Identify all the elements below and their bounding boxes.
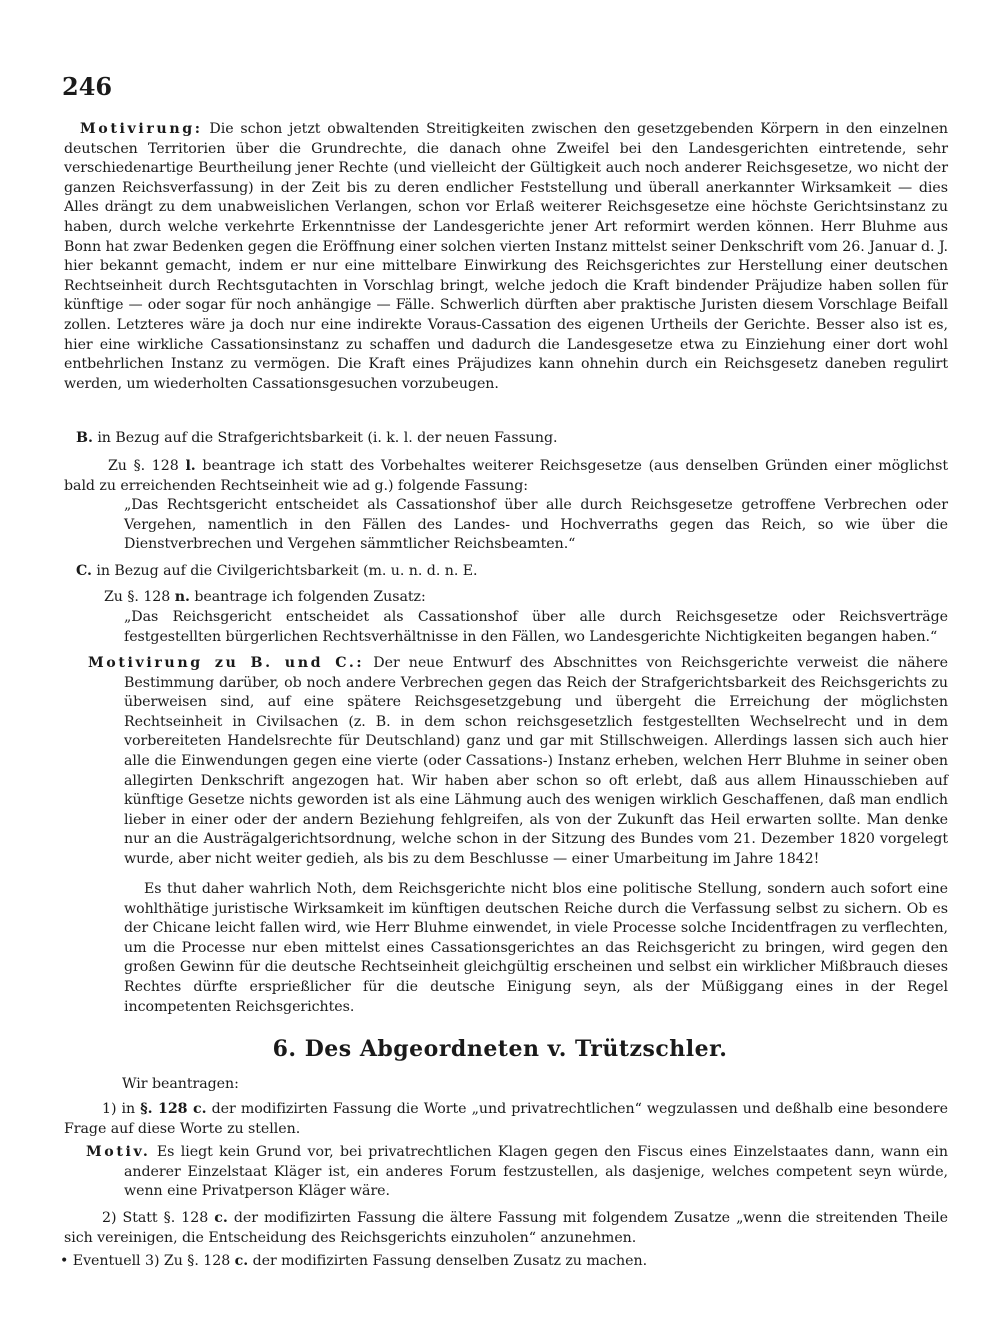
motivirung-b-c-lead: Motivirung zu B. und C.: [88,655,365,671]
item-2-letter: c. [214,1210,228,1226]
motiv-paragraph [86,1143,948,1202]
zu-128-n-quote: „Das Reichsgericht entscheidet als Cassationshof über alle durch Reichsgesetze oder Reichsverträge festgestellten bürgerlichen Rechtsverhältnisse in den Fällen, wo Landesgerichte Nichtigkeiten begangen haben.“ [124,609,948,645]
zu-128-l-paragraph [64,457,948,496]
page-number: 246 [62,72,113,101]
item-2-paragraph [64,1209,948,1248]
motivirung-lead: Motivirung: [80,121,203,137]
item-1-lead: 1) in [102,1101,136,1117]
motivirung-b-c-paragraph [88,654,948,870]
section-b-heading [76,429,948,449]
motiv-text: Es liegt kein Grund vor, bei privatrechtlichen Klagen gegen den Fiscus eines Einzelstaates dann, wann ein anderer Einzelstaat Kläger ist, ein anderes Forum festzustellen, als dasjenige, welches competent seyn würde, wenn eine Privatperson Kläger wäre. [124,1144,948,1200]
item-3-letter: c. [234,1253,249,1269]
zu-128-l-text: beantrage ich statt des Vorbehaltes weiterer Reichsgesetze (aus denselben Gründen einer möglichst bald zu erreichenden Rechtseinheit wie ad g.) folgende Fassung: [64,458,949,494]
zu-128-n-text: beantrage ich folgenden Zusatz: [194,589,426,605]
item-2-text: der modifizirten Fassung die ältere Fassung mit folgendem Zusatze „wenn die streitenden Theile sich vereinigen, die Entscheidung des Reichsgerichts einzuholen“ anzunehmen. [64,1210,949,1246]
section-c-text: in Bezug auf die Civilgerichtsbarkeit (m. u. n. d. n. E. [96,563,478,579]
zu-128-n-lead: Zu §. 128 [104,589,171,605]
section-b-label: B. [76,430,93,446]
section-6-heading: 6. Des Abgeordneten v. Trützschler. [272,1036,728,1062]
item-3-paragraph [60,1252,948,1272]
item-1-text: der modifizirten Fassung die Worte „und privatrechtlichen“ wegzulassen und deßhalb eine besondere Frage auf diese Worte zu stellen. [64,1101,949,1137]
item-1-paragraph [64,1100,948,1139]
zu-128-n-paragraph [104,588,948,608]
zu-128-n-letter: n. [174,589,190,605]
item-3-text: der modifizirten Fassung denselben Zusatz zu machen. [252,1253,648,1269]
motivirung-b-c-text: Der neue Entwurf des Abschnittes von Reichsgerichte verweist die nähere Bestimmung darüber, ob noch andere Verbrechen gegen das Reich der Strafgerichtsbarkeit des Reichsgerichts zu überweisen sind, auf eine spätere Reichsgesetzgebung und übergeht die Erreichung der möglichsten Rechtseinheit in Civilsachen (z. B. in dem schon reichsgesetzlich festgestellten Wechselrecht und in dem vorbereiteten Handelsrechte für Deutschland) ganz und gar mit Stillschweigen. Allerdings lassen sich auch hier alle die Einwendungen gegen eine vierte (oder Cassations-) Instanz erheben, welchen Herr Bluhme in seiner oben allegirten Denkschrift angezogen hat. Wir haben aber schon so oft erlebt, daß aus allem Hinausschieben auf künftige Gesetze nichts geworden ist als eine Lähmung auch des wenigen wirklich Geschaffenen, daß man endlich lieber in einer oder der andern Beziehung fehlgreifen, als von der Zukunft das Heil erwarten sollte. Man denke nur an die Austrägalgerichtsordnung, welche schon in der Sitzung des Bundes vom 21. Dezember 1820 vorgelegt wurde, aber nicht weiter gedieh, als bis zu dem Beschlusse — einer Umarbeitung im Jahre 1842! [124,655,948,867]
item-1-ref: §. 128 c. [140,1101,207,1117]
zu-128-l-quote: „Das Rechtsgericht entscheidet als Cassationshof über alle durch Reichsgesetze getroffene Verbrechen oder Vergehen, namentlich in den Fällen des Landes- und Hochverraths gegen das Reich, so wie über die Dienstverbrechen und Vergehen sämmtlicher Reichsbeamten.“ [124,497,948,553]
section-c-heading [76,562,948,582]
reichsgericht-paragraph: Es thut daher wahrlich Noth, dem Reichsgerichte nicht blos eine politische Stellung, sondern auch sofort eine wohlthätige juristische Wirksamkeit im künftigen deutschen Reiche durch die Verfassung selbst zu sichern. Ob es der Chicane leicht fallen wird, wie Herr Bluhme einwendet, in viele Processe solche Incidentfragen zu verflechten, um die Processe nur eben mittelst eines Cassationsgerichtes an das Reichsgericht zu bringen, wird gegen den großen Gewinn für die deutsche Rechtseinheit gleichgültig erscheinen und selbst ein wirklicher Mißbrauch dieses Rechtes dürfte ersprießlicher für die deutsche Einigung seyn, als der Müßiggang eines in der Regel incompetenten Reichsgerichtes. [124,881,948,1015]
zu-128-l-letter: l. [185,458,196,474]
item-3-lead: • Eventuell 3) Zu §. 128 [60,1253,231,1269]
zu-128-l-lead: Zu §. 128 [108,458,179,474]
motivirung-text: Die schon jetzt obwaltenden Streitigkeiten zwischen den gesetzgebenden Körpern in den einzelnen deutschen Territorien über die Grundrechte, die danach ohne Zweifel bei den Landesgerichten eintretende, sehr verschiedenartige Beurtheilung jener Rechte (und vielleicht der Gültigkeit auch noch anderer Reichsgesetze, wo nicht der ganzen Reichsverfassung) in der Zeit bis zu deren endlicher Feststellung und überall anerkannter Wirksamkeit — dies Alles drängt zu dem unabweislichen Verlangen, schon vor Erlaß weiterer Reichsgesetze eine höchste Gerichtsinstanz zu haben, durch welche verkehrte Erkenntnisse der Landesgerichte jener Art reformirt werden können. Herr Bluhme aus Bonn hat zwar Bedenken gegen die Eröffnung einer solchen vierten Instanz mittelst seiner Denkschrift vom 26. Januar d. J. hier bekannt gemacht, indem er nur eine mittelbare Einwirkung des Reichsgerichtes zur Herstellung einer deutschen Rechtseinheit durch Rechtsgutachten in Vorschlag bringt, welche jedoch die Kraft bindender Präjudize haben sollen für künftige — oder sogar für noch anhängige — Fälle. Schwerlich dürften aber praktische Juristen diesem Vorschlage Beifall zollen. Letzteres wäre ja doch nur eine indirekte Voraus-Cassation des eigenen Urtheils der Gerichte. Besser also ist es, hier eine wirkliche Cassationsinstanz zu schaffen und dadurch die Landesgesetze etwa zu Einziehung einer dort wohl entbehrlichen Instanz zu vermögen. Die Kraft eines Präjudizes kann ohnehin durch ein Reichsgesetz daneben regulirt werden, um wiederholten Cassationsgesuchen vorzubeugen. [64,121,948,392]
section-c-label: C. [76,563,92,579]
beantragen-line: Wir beantragen: [122,1076,239,1092]
motivirung-paragraph [64,120,948,394]
motiv-lead: Motiv. [86,1144,151,1160]
section-b-text: in Bezug auf die Strafgerichtsbarkeit (i. k. l. der neuen Fassung. [97,430,558,446]
item-2-lead: 2) Statt §. 128 [102,1210,209,1226]
